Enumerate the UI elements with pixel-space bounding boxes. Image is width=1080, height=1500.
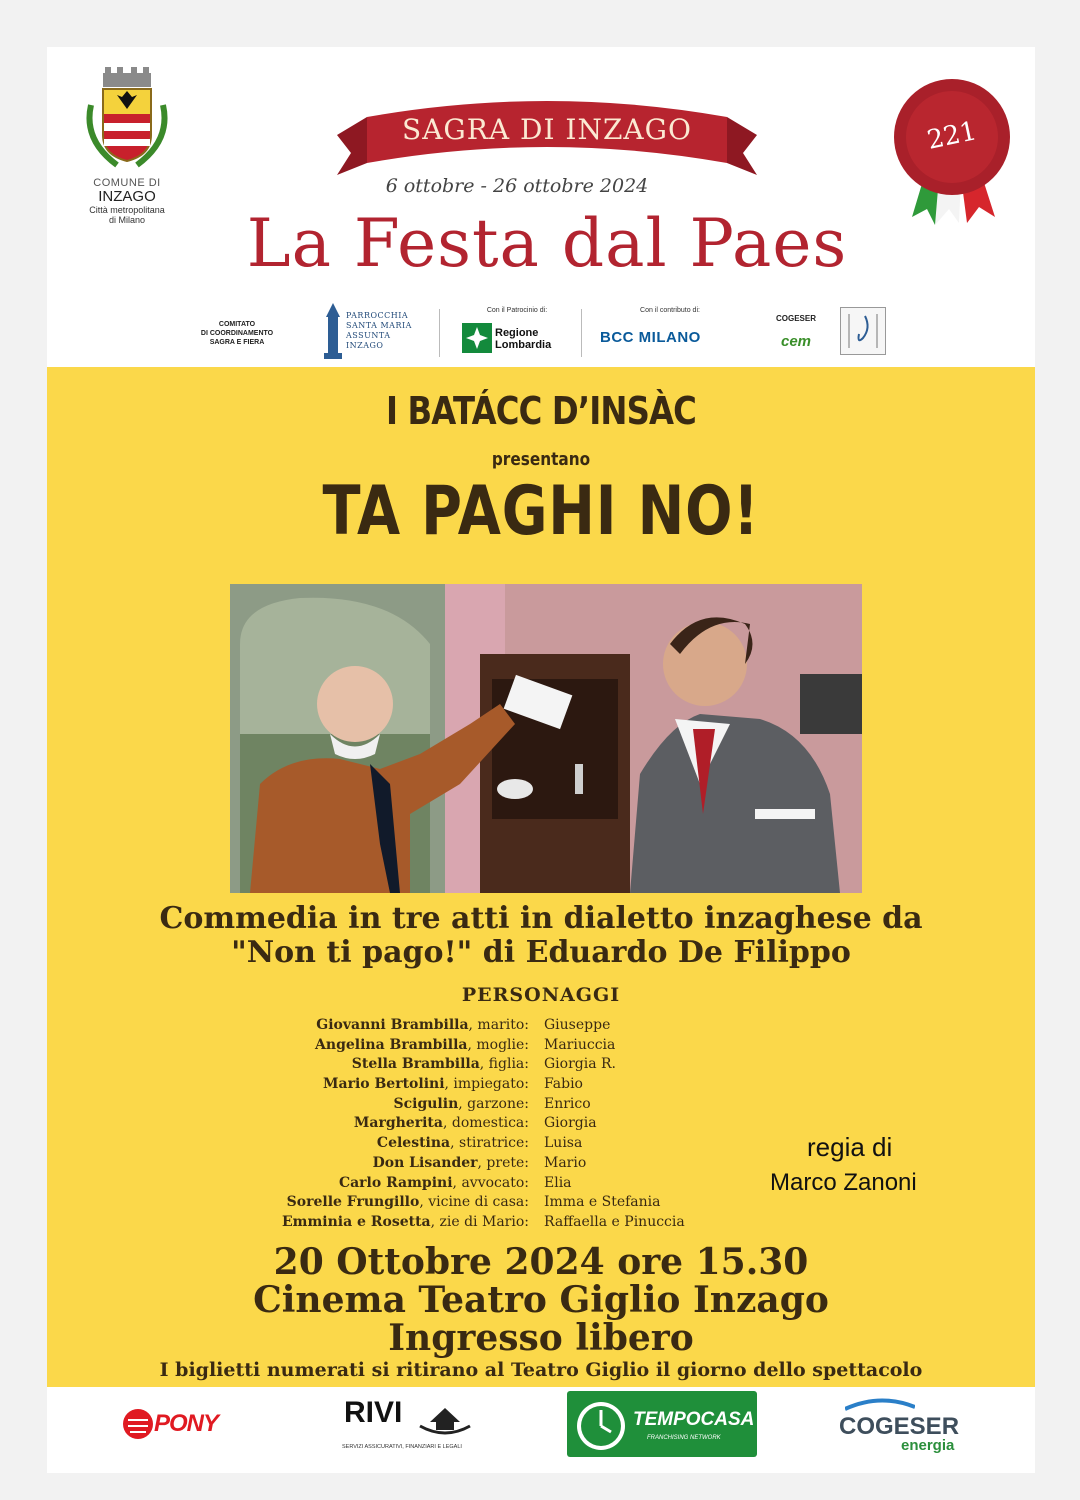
actor-name: Fabio bbox=[544, 1076, 583, 1093]
patrocinio-label: Con il Patrocinio di: bbox=[486, 307, 548, 314]
character-name: Mario Bertolini bbox=[323, 1076, 445, 1093]
event-venue: Cinema Teatro Giglio Inzago bbox=[253, 1279, 829, 1321]
banner-title: SAGRA DI INZAGO bbox=[402, 113, 692, 146]
character-role: , avvocato: bbox=[452, 1174, 529, 1191]
festival-dates: 6 ottobre - 26 ottobre 2024 bbox=[385, 175, 649, 197]
actor-name: Enrico bbox=[544, 1095, 591, 1112]
cem-name: cem bbox=[780, 333, 812, 350]
pony-name: PONY bbox=[154, 1410, 219, 1437]
contributo-label: Con il contributo di: bbox=[640, 307, 700, 314]
theatre-logo bbox=[840, 307, 886, 355]
poster-header bbox=[47, 47, 1035, 367]
comitato-line: COMITATO bbox=[218, 321, 256, 328]
scene-photo-image bbox=[230, 584, 862, 893]
character-role: , stiratrice: bbox=[450, 1135, 529, 1152]
character-role: , moglie: bbox=[467, 1036, 529, 1053]
regione-line: Lombardia bbox=[495, 339, 552, 351]
show-description bbox=[47, 902, 1035, 970]
comune-subtitle-2: di Milano bbox=[108, 215, 146, 225]
actor-name: Giuseppe bbox=[544, 1017, 611, 1033]
cogeser-wave-icon bbox=[845, 1397, 915, 1413]
bcc-name: BCC MILANO bbox=[600, 329, 701, 346]
cast-list bbox=[187, 1017, 787, 1234]
character-name: Sorelle Frungillo bbox=[286, 1194, 420, 1211]
event-entry: Ingresso libero bbox=[388, 1317, 694, 1359]
poster bbox=[47, 47, 1035, 1473]
sagra-banner bbox=[337, 77, 757, 177]
show-title: TA PAGHI NO! bbox=[322, 472, 760, 551]
character-name: Margherita bbox=[353, 1115, 443, 1132]
tempocasa-clock-icon bbox=[571, 1394, 631, 1454]
church-tower-icon bbox=[322, 303, 344, 359]
cast-row bbox=[187, 1194, 787, 1214]
presentano-label: presentano bbox=[491, 449, 591, 470]
event-details bbox=[47, 1243, 1035, 1357]
cast-row bbox=[187, 1115, 787, 1135]
parrocchia-line: PARROCCHIA bbox=[346, 311, 409, 320]
cast-row bbox=[187, 1155, 787, 1175]
energia-label: energia bbox=[901, 1437, 955, 1454]
festival-title: La Festa dal Paes bbox=[246, 205, 848, 282]
parrocchia-logo bbox=[322, 303, 442, 361]
character-role: , prete: bbox=[477, 1154, 529, 1171]
cogeser-name: COGESER bbox=[839, 1413, 960, 1440]
regia-name: Marco Zanoni bbox=[770, 1169, 917, 1196]
comune-name: INZAGO bbox=[98, 188, 156, 205]
actor-name: Imma e Stefania bbox=[544, 1194, 661, 1211]
character-role: , marito: bbox=[468, 1017, 529, 1033]
tempocasa-logo bbox=[567, 1391, 757, 1457]
character-name: Stella Brambilla bbox=[351, 1056, 480, 1073]
pony-logo bbox=[122, 1404, 252, 1444]
description-line-1: Commedia in tre atti in dialetto inzaghese da bbox=[159, 901, 923, 936]
scene-photo bbox=[230, 584, 862, 893]
regione-lombardia-logo bbox=[457, 307, 577, 351]
actor-name: Luisa bbox=[544, 1135, 583, 1152]
character-name: Carlo Rampini bbox=[338, 1174, 453, 1191]
cast-row bbox=[187, 1096, 787, 1116]
cast-row bbox=[187, 1135, 787, 1155]
rivi-logo bbox=[342, 1392, 492, 1462]
regione-cross-icon bbox=[462, 323, 492, 353]
cast-row bbox=[187, 1214, 787, 1234]
cast-row bbox=[187, 1037, 787, 1057]
character-name: Emminia e Rosetta bbox=[282, 1213, 431, 1230]
comitato-line: SAGRA E FIERA bbox=[209, 339, 265, 346]
cast-row bbox=[187, 1076, 787, 1096]
actor-name: Raffaella e Pinuccia bbox=[544, 1213, 685, 1230]
parrocchia-line: SANTA MARIA bbox=[346, 321, 412, 330]
character-role: , domestica: bbox=[442, 1115, 529, 1132]
pony-swirl-icon bbox=[122, 1404, 154, 1444]
description-line-2: "Non ti pago!" di Eduardo De Filippo bbox=[231, 935, 851, 970]
character-role: , zie di Mario: bbox=[430, 1213, 529, 1230]
cast-row bbox=[187, 1175, 787, 1195]
parrocchia-line: INZAGO bbox=[346, 341, 384, 350]
character-name: Angelina Brambilla bbox=[315, 1036, 468, 1053]
cogeser-energia-logo bbox=[839, 1397, 979, 1457]
character-role: , garzone: bbox=[458, 1095, 529, 1112]
rivi-subtitle: SERVIZI ASSICURATIVI, FINANZIARI E LEGALI bbox=[342, 1444, 462, 1450]
actor-name: Mariuccia bbox=[544, 1036, 616, 1053]
actor-name: Mario bbox=[544, 1154, 587, 1171]
event-date-time: 20 Ottobre 2024 ore 15.30 bbox=[273, 1241, 809, 1283]
house-hands-icon bbox=[410, 1396, 480, 1440]
sponsor-divider bbox=[439, 309, 440, 357]
comitato-line: DI COORDINAMENTO bbox=[200, 330, 274, 337]
tempocasa-subtitle: FRANCHISING NETWORK bbox=[647, 1435, 721, 1441]
comune-label: COMUNE DI bbox=[93, 177, 161, 189]
character-name: Giovanni Brambilla bbox=[316, 1017, 469, 1033]
tempocasa-name: TEMPOCASA bbox=[633, 1409, 755, 1430]
actor-name: Giorgia R. bbox=[544, 1056, 617, 1073]
comune-subtitle-1: Città metropolitana bbox=[89, 205, 165, 215]
comune-logo bbox=[77, 65, 177, 235]
theatre-mark-icon bbox=[841, 308, 885, 354]
cast-row bbox=[187, 1017, 787, 1037]
sponsor-divider bbox=[581, 309, 582, 357]
cogeser-small: COGESER bbox=[775, 314, 816, 323]
edition-number: 221 bbox=[924, 116, 980, 156]
actor-name: Giorgia bbox=[544, 1115, 597, 1132]
coat-of-arms-icon bbox=[77, 65, 177, 175]
character-role: , impiegato: bbox=[444, 1076, 529, 1093]
character-role: , figlia: bbox=[479, 1056, 529, 1073]
parrocchia-line: ASSUNTA bbox=[346, 331, 391, 340]
character-name: Scigulin bbox=[393, 1095, 459, 1112]
rivi-name: RIVI bbox=[344, 1396, 403, 1429]
edition-seal bbox=[887, 77, 1027, 227]
cogeser-cem-logo bbox=[761, 314, 831, 350]
comitato-logo bbox=[187, 320, 287, 347]
company-name: I BATÁCC D’INSÀC bbox=[385, 389, 697, 433]
bcc-milano-logo bbox=[595, 307, 745, 346]
character-role: , vicine di casa: bbox=[419, 1194, 529, 1211]
regione-line: Regione bbox=[495, 327, 539, 339]
tickets-note: I biglietti numerati si ritirano al Teatro Giglio il giorno dello spettacolo bbox=[159, 1359, 923, 1381]
character-name: Don Lisander bbox=[372, 1154, 478, 1171]
actor-name: Elia bbox=[544, 1174, 572, 1191]
regia-label: regia di bbox=[807, 1132, 893, 1162]
personaggi-heading: PERSONAGGI bbox=[461, 984, 621, 1006]
character-name: Celestina bbox=[376, 1135, 451, 1152]
cast-row bbox=[187, 1056, 787, 1076]
